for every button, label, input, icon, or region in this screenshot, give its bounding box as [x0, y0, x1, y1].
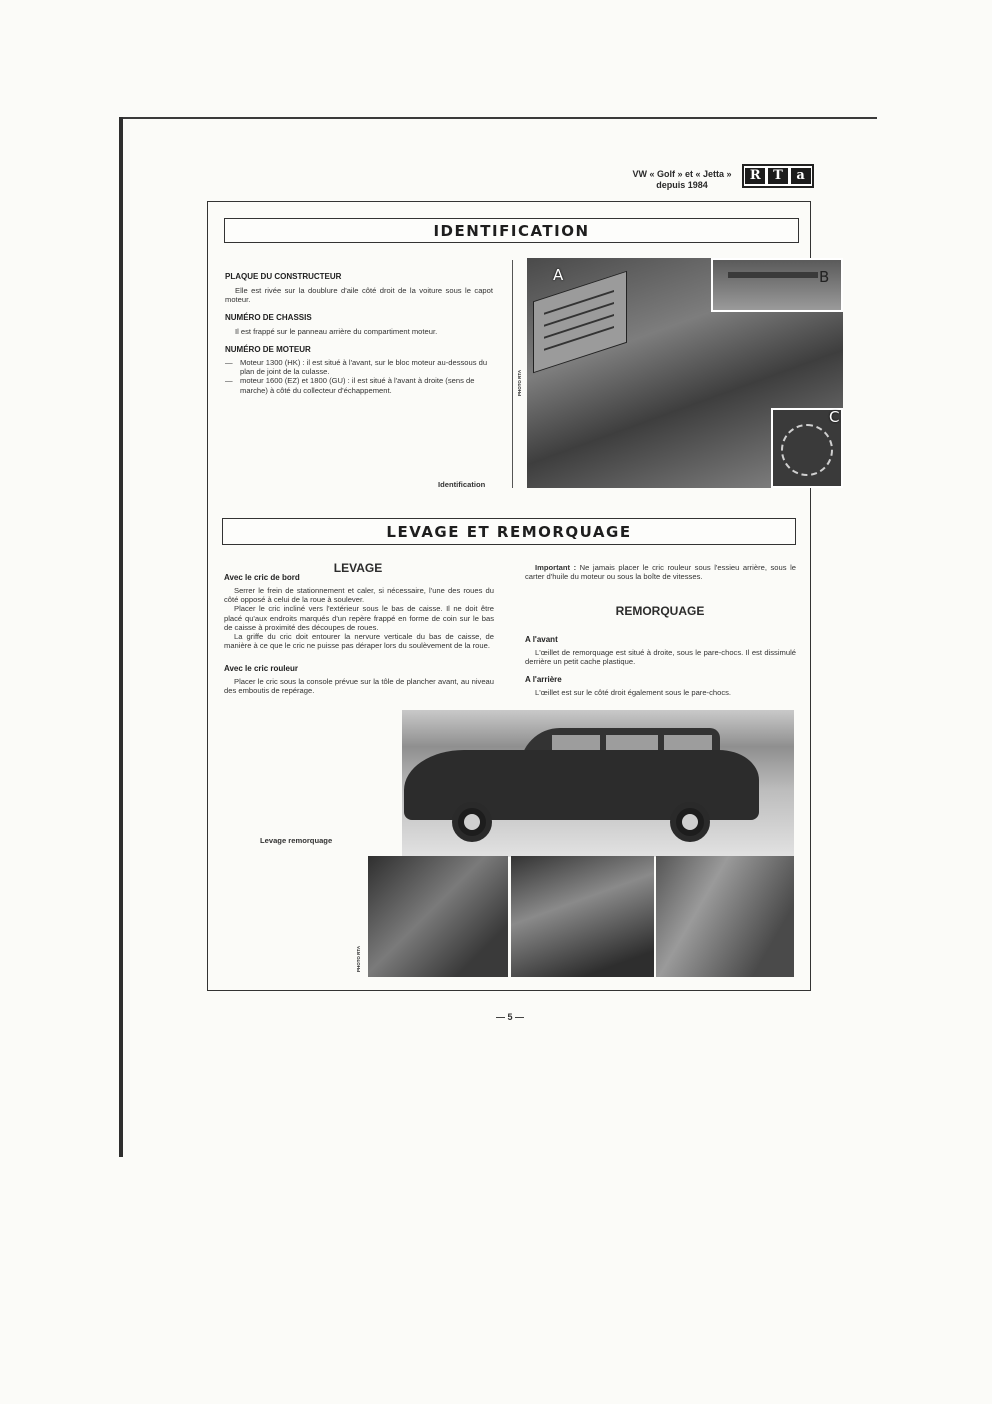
page-header [600, 164, 818, 192]
arriere-text: L'œillet est sur le côté droit également sous le pare-chocs. [535, 688, 732, 697]
avant-text: L'œillet de remorquage est situé à droite, sous le pare-chocs. Il est dissimulé derrière un petit cache plastique. [525, 648, 796, 667]
remorquage-title: REMORQUAGE [615, 604, 705, 618]
photo-credit: PHOTO RTA [517, 369, 522, 396]
towing-eye-photo [656, 856, 794, 977]
levage-caption: Levage remorquage [260, 836, 333, 845]
jack-point-photo-1 [368, 856, 508, 977]
logo-letter-t: T [768, 168, 788, 184]
rear-wheel [670, 802, 710, 842]
header-title: VW « Golf » et « Jetta » depuis 1984 [632, 169, 732, 190]
moteur-list [225, 358, 493, 395]
column-divider [512, 260, 513, 488]
cric-rouleur-text: Placer le cric sous la console prévue sur la tôle de plancher avant, au niveau des emboutis de repérage. [224, 677, 494, 696]
identification-banner: IDENTIFICATION [224, 218, 799, 243]
logo-letter-r: R [745, 168, 765, 184]
avant-heading: A l'avant [525, 635, 558, 644]
label-c: C [829, 408, 840, 426]
plaque-text: Elle est rivée sur la doublure d'aile côté droit de la voiture sous le capot moteur. [225, 286, 493, 305]
cric-bord-heading: Avec le cric de bord [224, 573, 300, 582]
photo-credit: PHOTO RTA [356, 945, 361, 972]
list-item: — moteur 1600 (EZ) et 1800 (GU) : il est situé à l'avant à droite (sens de marche) à côté du collecteur d'échappement. [225, 376, 475, 395]
plaque-heading: PLAQUE DU CONSTRUCTEUR [225, 272, 342, 281]
label-a: A [553, 266, 564, 284]
chassis-heading: NUMÉRO DE CHASSIS [225, 313, 312, 322]
front-wheel [452, 802, 492, 842]
jack-point-photo-2 [511, 856, 654, 977]
levage-remorquage-banner: LEVAGE ET REMORQUAGE [222, 518, 796, 545]
scan-edge-left [119, 117, 123, 1157]
important-label: Important : [535, 563, 577, 572]
levage-title: LEVAGE [333, 561, 383, 575]
engine-photo [527, 258, 843, 488]
chassis-text: Il est frappé sur le panneau arrière du compartiment moteur. [235, 327, 438, 336]
rta-logo [742, 164, 814, 188]
moteur-heading: NUMÉRO DE MOTEUR [225, 345, 311, 354]
list-item: — Moteur 1300 (HK) : il est situé à l'avant, sur le bloc moteur au-dessous du plan de joint de la culasse. [225, 358, 488, 377]
page-number: — 5 — [495, 1012, 524, 1022]
identification-caption: Identification [438, 480, 486, 489]
cric-rouleur-heading: Avec le cric rouleur [224, 664, 298, 673]
identification-plate [533, 271, 627, 374]
logo-letter-a: a [791, 168, 811, 184]
scan-edge-top [120, 117, 877, 119]
cric-bord-text: Serrer le frein de stationnement et caler, si nécessaire, l'une des roues du côté opposé à celui de la roue à soulever. Placer le cric incliné vers l'extérieur sous le bas de caisse. Il ne doit être placé qu'aux endroits marqués d'un repère frappé en forme de coin sur le bas de caisse à proximité des découpes de roues. La griffe du cric doit entourer la nervure verticale du bas de caisse, de manière à ce que le cric ne puisse pas déraper lors du soulèvement de la roue. [224, 586, 494, 651]
important-note: Important : Ne jamais placer le cric rouleur sous l'essieu arrière, sous le carter d'huile du moteur ou sous la boîte de vitesses. [525, 563, 796, 582]
car-photo [402, 710, 794, 857]
label-b: B [819, 268, 830, 286]
arriere-heading: A l'arrière [525, 675, 562, 684]
